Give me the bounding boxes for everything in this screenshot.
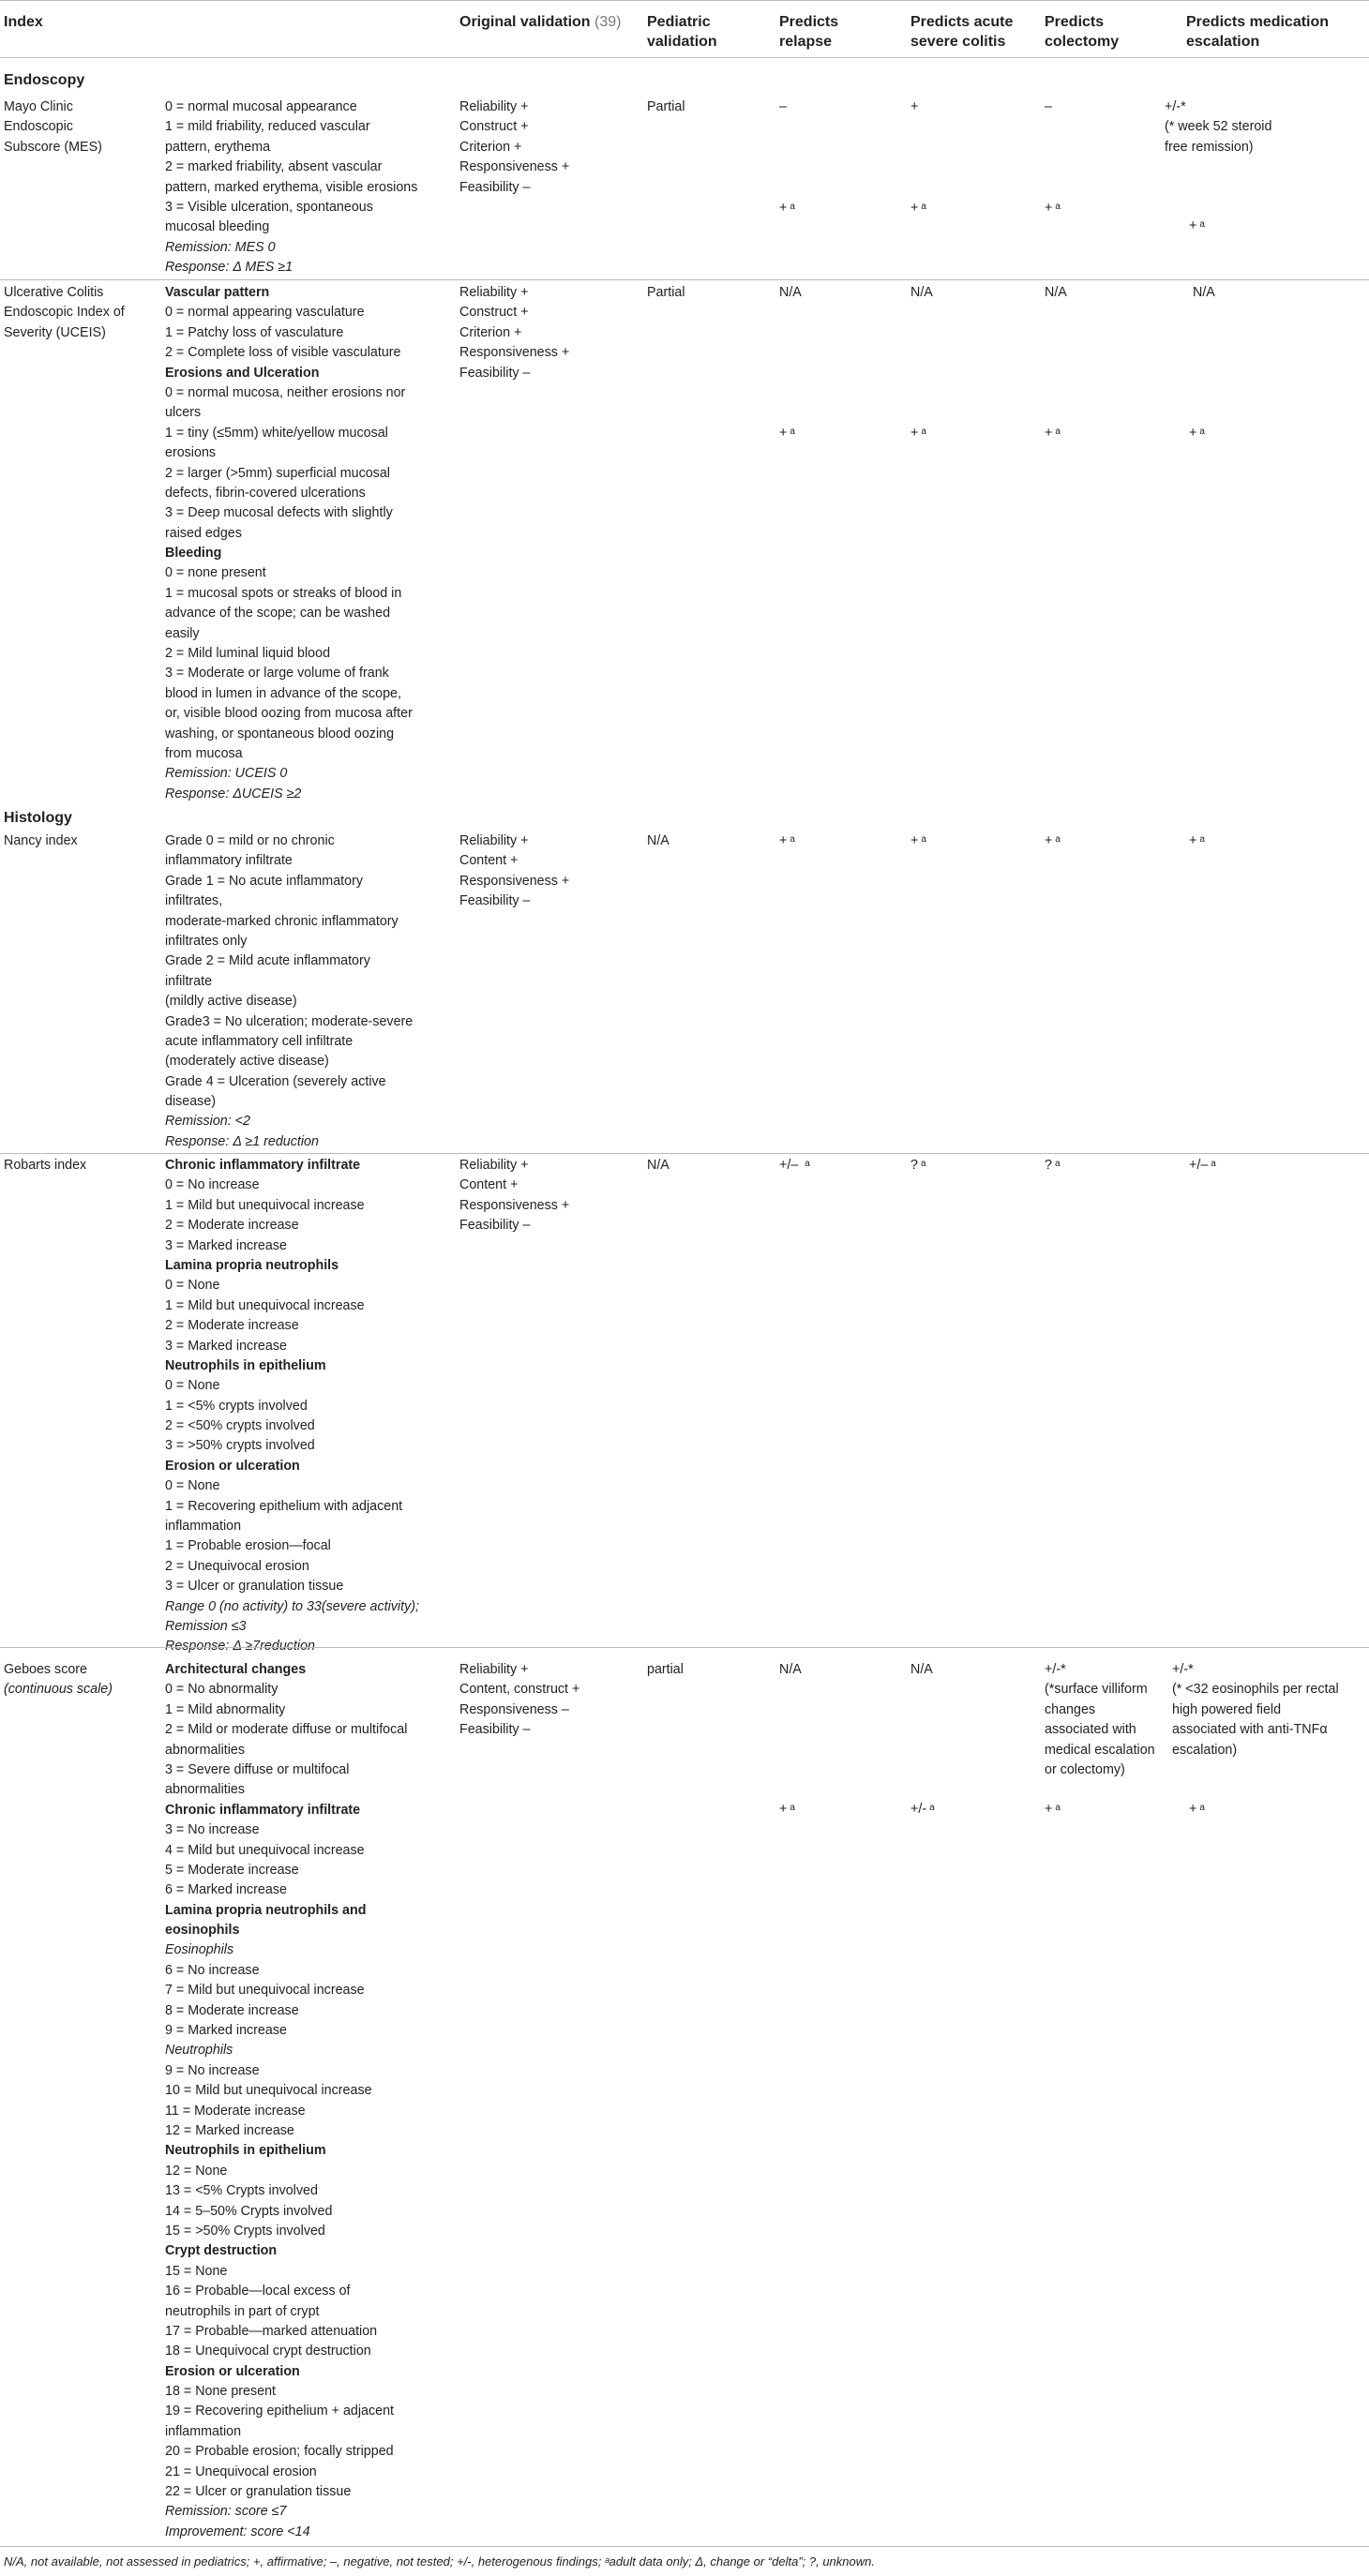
validation-geboes [459, 1660, 579, 1741]
adult-marker: a [920, 1159, 926, 1169]
colitis-nancy-value: + [910, 833, 919, 848]
cell-line: Construct + [459, 119, 529, 135]
cell-line: Content + [459, 1177, 519, 1193]
cell-line: Endoscopic Index of [4, 305, 125, 321]
description-line: 22 = Ulcer or granulation tissue [165, 2484, 352, 2500]
cell-line: Criterion + [459, 139, 522, 155]
description-line: 1 = Mild but unequivocal increase [165, 1197, 365, 1213]
adult-marker: a [921, 202, 926, 212]
description-line: 0 = No abnormality [165, 1682, 278, 1698]
description-line: Neutrophils [165, 2043, 233, 2059]
cell-line: (*surface villiform [1045, 1682, 1148, 1698]
col-header-relapse-l2: relapse [779, 34, 833, 51]
adult-colitis-mes-value: + [910, 201, 919, 216]
description-line: 0 = None [165, 1378, 220, 1394]
description-line: 15 = >50% Crypts involved [165, 2223, 325, 2239]
cell-line: associated with [1045, 1722, 1136, 1738]
description-line: Remission: UCEIS 0 [165, 766, 288, 782]
description-heading: Neutrophils in epithelium [165, 2143, 326, 2159]
cell-line: +/-* [1045, 1662, 1066, 1677]
description-heading: Erosion or ulceration [165, 2363, 300, 2379]
cell-line: Responsiveness + [459, 1197, 570, 1213]
colectomy-nancy-value: + [1045, 833, 1053, 848]
description-line: Eosinophils [165, 1942, 234, 1958]
description-heading: Lamina propria neutrophils and [165, 1902, 367, 1918]
relapse-geboes: N/A [779, 1662, 802, 1677]
description-line: 3 = Marked increase [165, 1237, 287, 1253]
col-header-escalation-l1: Predicts medication [1186, 14, 1330, 30]
col-header-colectomy-l2: colectomy [1045, 34, 1120, 51]
description-line: 5 = Moderate increase [165, 1862, 299, 1878]
adult-colitis-geboes-value: +/- [910, 1802, 927, 1817]
section-endoscopy: Endoscopy [4, 72, 85, 88]
colitis-robarts [910, 1156, 926, 1176]
cell-line: Responsiveness – [459, 1701, 569, 1717]
adult-relapse-mes-value: + [779, 201, 788, 216]
description-line: 6 = Marked increase [165, 1882, 287, 1898]
section-histology: Histology [4, 810, 72, 826]
cell-line: associated with anti-TNFα [1172, 1722, 1328, 1738]
colectomy-uceis: N/A [1045, 285, 1067, 300]
description-line: Range 0 (no activity) to 33(severe activity); [165, 1598, 419, 1614]
col-header-predicts-relapse [779, 12, 838, 52]
description-line: abnormalities [165, 1782, 246, 1798]
row-divider [0, 279, 1369, 280]
description-line: Grade3 = No ulceration; moderate-severe [165, 1013, 414, 1029]
pediatric-mes: Partial [647, 99, 685, 114]
adult-marker: a [1199, 1803, 1205, 1813]
description-line: Grade 1 = No acute inflammatory [165, 873, 363, 889]
description-line: 0 = None [165, 1478, 220, 1494]
adult-colitis-uceis [910, 424, 926, 443]
adult-escalation-geboes [1189, 1800, 1205, 1820]
description-heading: Lamina propria neutrophils [165, 1257, 339, 1273]
col-header-pediatric-l2: validation [647, 34, 717, 51]
description-line: acute inflammatory cell infiltrate [165, 1033, 354, 1049]
pediatric-robarts: N/A [647, 1158, 669, 1173]
cell-line: changes [1045, 1701, 1096, 1717]
escalation-mes [1165, 97, 1271, 157]
index-description-uceis [165, 283, 413, 804]
cell-line: Robarts index [4, 1158, 87, 1173]
index-name-geboes [4, 1660, 113, 1700]
validation-nancy [459, 831, 569, 912]
validation-uceis [459, 283, 569, 383]
description-heading: Bleeding [165, 546, 222, 562]
description-line: 2 = Mild luminal liquid blood [165, 646, 331, 662]
description-line: 2 = Moderate increase [165, 1218, 299, 1234]
description-line: Response: Δ MES ≥1 [165, 260, 293, 276]
cell-line: Reliability + [459, 285, 529, 300]
adult-colectomy-mes [1045, 199, 1061, 218]
description-line: Improvement: score <14 [165, 2524, 310, 2539]
description-line: abnormalities [165, 1742, 246, 1758]
cell-line: Feasibility – [459, 1722, 531, 1738]
description-line: 3 = Deep mucosal defects with slightly [165, 505, 393, 521]
description-line: infiltrates only [165, 933, 248, 949]
description-line: 10 = Mild but unequivocal increase [165, 2083, 372, 2099]
description-line: 0 = none present [165, 565, 266, 581]
adult-marker: a [929, 1803, 935, 1813]
adult-marker: a [1055, 1803, 1061, 1813]
description-line: 2 = Unequivocal erosion [165, 1558, 309, 1574]
description-line: raised edges [165, 525, 242, 541]
description-line: 8 = Moderate increase [165, 2002, 299, 2018]
geboes-name-text: Geboes score [4, 1662, 88, 1677]
reference-link[interactable]: (39) [594, 14, 622, 30]
description-line: 2 = <50% crypts involved [165, 1418, 315, 1434]
description-line: Response: ΔUCEIS ≥2 [165, 786, 302, 801]
cell-line: Reliability + [459, 1662, 529, 1677]
description-line: Grade 2 = Mild acute inflammatory [165, 953, 370, 969]
colitis-mes: + [910, 99, 919, 114]
colectomy-geboes [1045, 1660, 1155, 1780]
validation-mes [459, 97, 569, 198]
description-line: 2 = Complete loss of visible vasculature [165, 345, 401, 361]
description-heading: Vascular pattern [165, 285, 270, 300]
geboes-name-scale: (continuous scale) [4, 1682, 113, 1698]
table-header [0, 0, 1369, 58]
description-line: 0 = normal appearing vasculature [165, 305, 365, 321]
description-heading: Chronic inflammatory infiltrate [165, 1802, 361, 1818]
description-line: 9 = No increase [165, 2062, 260, 2078]
description-line: 6 = No increase [165, 1962, 260, 1978]
description-line: 0 = normal mucosal appearance [165, 99, 357, 114]
cell-line: medical escalation [1045, 1742, 1155, 1758]
row-divider [0, 1647, 1369, 1648]
description-line: 1 = <5% crypts involved [165, 1398, 308, 1414]
description-line: 2 = Moderate increase [165, 1318, 299, 1334]
cell-line: Reliability + [459, 833, 529, 848]
description-line: 9 = Marked increase [165, 2023, 287, 2039]
relapse-robarts-value: +/– [779, 1158, 803, 1173]
adult-marker: a [790, 202, 795, 212]
col-header-original-validation [459, 12, 621, 32]
adult-escalation-mes-value: + [1189, 218, 1197, 233]
description-heading: Architectural changes [165, 1662, 307, 1677]
cell-line: Feasibility – [459, 365, 531, 381]
col-header-index: Index [4, 14, 43, 30]
index-description-nancy [165, 831, 413, 1152]
colitis-geboes: N/A [910, 1662, 933, 1677]
relapse-mes: – [779, 99, 787, 114]
description-line: 1 = Mild but unequivocal increase [165, 1297, 365, 1313]
description-line: washing, or spontaneous blood oozing [165, 726, 395, 741]
col-header-escalation-l2: escalation [1186, 34, 1260, 51]
index-name-uceis [4, 283, 125, 343]
description-line: 16 = Probable—local excess of [165, 2284, 351, 2299]
description-line: 14 = 5–50% Crypts involved [165, 2203, 333, 2219]
description-line: pattern, erythema [165, 139, 271, 155]
description-line: 2 = marked friability, absent vascular [165, 159, 383, 175]
adult-relapse-mes [779, 199, 795, 218]
relapse-uceis: N/A [779, 285, 802, 300]
description-heading: Chronic inflammatory infiltrate [165, 1158, 361, 1173]
adult-marker: a [1199, 219, 1205, 230]
table-bottom-rule [0, 2546, 1369, 2547]
description-line: ulcers [165, 405, 202, 421]
description-line: 13 = <5% Crypts involved [165, 2183, 318, 2199]
description-line: 1 = tiny (≤5mm) white/yellow mucosal [165, 425, 388, 441]
description-line: 1 = Recovering epithelium with adjacent [165, 1498, 403, 1514]
table-footnote: N/A, not available, not assessed in pediatrics; +, affirmative; –, negative, not tested; +/-, heterogenous findings; ᵃadult data only; Δ, change or “delta”; ?, unknown. [4, 2554, 875, 2569]
adult-marker: a [1054, 1159, 1061, 1169]
adult-escalation-mes [1189, 217, 1205, 236]
description-line: (mildly active disease) [165, 994, 297, 1010]
col-header-pediatric-l1: Pediatric [647, 14, 711, 30]
description-line: 4 = Mild but unequivocal increase [165, 1842, 365, 1858]
adult-colitis-geboes [910, 1800, 935, 1820]
cell-line: Nancy index [4, 833, 78, 848]
description-line: infiltrate [165, 973, 213, 989]
description-line: 1 = mild friability, reduced vascular [165, 119, 370, 135]
colitis-nancy [910, 831, 926, 851]
description-line: or, visible blood oozing from mucosa after [165, 706, 413, 722]
escalation-geboes [1172, 1660, 1339, 1760]
description-line: 3 = >50% crypts involved [165, 1438, 315, 1454]
description-line: 2 = larger (>5mm) superficial mucosal [165, 465, 390, 481]
cell-line: escalation) [1172, 1742, 1238, 1758]
cell-line: +/-* [1165, 99, 1186, 114]
description-heading: Neutrophils in epithelium [165, 1357, 326, 1373]
col-header-predicts-escalation [1186, 12, 1329, 52]
adult-escalation-uceis [1189, 424, 1205, 443]
description-line: infiltrates, [165, 893, 223, 909]
adult-marker: a [921, 834, 926, 845]
cell-line: or colectomy) [1045, 1761, 1125, 1777]
description-line: 3 = No increase [165, 1822, 260, 1838]
escalation-robarts [1189, 1156, 1216, 1176]
colitis-robarts-value: ? [910, 1158, 918, 1173]
cell-line: Severity (UCEIS) [4, 324, 106, 340]
cell-line: Subscore (MES) [4, 139, 102, 155]
adult-relapse-geboes-value: + [779, 1802, 788, 1817]
adult-escalation-uceis-value: + [1189, 426, 1197, 441]
adult-marker: a [1211, 1159, 1216, 1169]
description-line: 3 = Severe diffuse or multifocal [165, 1761, 350, 1777]
cell-line: (* <32 eosinophils per rectal [1172, 1682, 1339, 1698]
adult-relapse-uceis-value: + [779, 426, 788, 441]
description-line: mucosal bleeding [165, 219, 270, 235]
description-line: disease) [165, 1094, 217, 1110]
col-header-relapse-l1: Predicts [779, 14, 839, 30]
adult-marker: a [790, 427, 795, 437]
col-header-predicts-colitis [910, 12, 1013, 52]
colectomy-robarts [1045, 1156, 1061, 1176]
index-description-geboes [165, 1660, 407, 2542]
description-heading: Erosions and Ulceration [165, 365, 320, 381]
cell-line: Feasibility – [459, 893, 531, 909]
colitis-uceis: N/A [910, 285, 933, 300]
adult-marker: a [805, 1159, 810, 1169]
validation-robarts [459, 1156, 569, 1236]
description-line: inflammatory infiltrate [165, 853, 293, 869]
description-line: Remission ≤3 [165, 1618, 247, 1634]
cell-line: Reliability + [459, 99, 529, 114]
cell-line: free remission) [1165, 139, 1254, 155]
cell-line: Content + [459, 853, 519, 869]
description-line: 18 = None present [165, 2384, 277, 2400]
description-line: Grade 4 = Ulceration (severely active [165, 1073, 386, 1089]
description-line: Remission: score ≤7 [165, 2504, 287, 2520]
adult-marker: a [1199, 427, 1205, 437]
cell-line: Construct + [459, 305, 529, 321]
cell-line: +/-* [1172, 1662, 1194, 1677]
description-line: (moderately active disease) [165, 1054, 329, 1070]
description-line: advance of the scope; can be washed [165, 606, 391, 622]
index-name-mes [4, 97, 102, 157]
adult-marker: a [1055, 834, 1061, 845]
adult-colitis-uceis-value: + [910, 426, 919, 441]
col-header-predicts-colectomy [1045, 12, 1119, 52]
description-line: 12 = None [165, 2163, 228, 2179]
description-line: Remission: MES 0 [165, 239, 276, 255]
escalation-nancy [1189, 831, 1205, 851]
relapse-robarts [779, 1156, 810, 1176]
description-line: 17 = Probable—marked attenuation [165, 2323, 378, 2339]
adult-relapse-geboes [779, 1800, 795, 1820]
description-line: 3 = Marked increase [165, 1338, 287, 1354]
cell-line: Feasibility – [459, 1218, 531, 1234]
colectomy-nancy [1045, 831, 1061, 851]
description-line: inflammation [165, 2423, 242, 2439]
adult-marker: a [1055, 202, 1061, 212]
description-line: Grade 0 = mild or no chronic [165, 833, 335, 848]
colectomy-mes: – [1045, 99, 1052, 114]
index-name-nancy [4, 831, 78, 851]
row-divider [0, 1153, 1369, 1154]
adult-relapse-uceis [779, 424, 795, 443]
description-line: neutrophils in part of crypt [165, 2303, 320, 2319]
description-line: 21 = Unequivocal erosion [165, 2464, 317, 2479]
escalation-nancy-value: + [1189, 833, 1197, 848]
adult-marker: a [790, 1803, 795, 1813]
description-line: Response: Δ ≥7reduction [165, 1639, 315, 1655]
adult-colitis-mes [910, 199, 926, 218]
adult-colectomy-geboes [1045, 1800, 1061, 1820]
description-line: 3 = Moderate or large volume of frank [165, 666, 389, 681]
col-header-pediatric-validation [647, 12, 717, 52]
col-header-colectomy-l1: Predicts [1045, 14, 1105, 30]
cell-line: Mayo Clinic [4, 99, 73, 114]
description-heading: Crypt destruction [165, 2243, 278, 2259]
adult-colectomy-mes-value: + [1045, 201, 1053, 216]
cell-line: Reliability + [459, 1158, 529, 1173]
escalation-uceis [1193, 283, 1215, 303]
description-line: inflammation [165, 1519, 242, 1535]
description-line: 3 = Visible ulceration, spontaneous [165, 199, 373, 215]
description-line: 3 = Ulcer or granulation tissue [165, 1579, 344, 1595]
adult-colectomy-uceis-value: + [1045, 426, 1053, 441]
adult-colectomy-uceis [1045, 424, 1061, 443]
escalation-robarts-value: +/– [1189, 1158, 1209, 1173]
description-line: 1 = Patchy loss of vasculature [165, 324, 344, 340]
index-description-mes [165, 97, 417, 278]
description-line: 11 = Moderate increase [165, 2103, 306, 2119]
cell-line: Responsiveness + [459, 159, 570, 175]
colectomy-robarts-value: ? [1045, 1158, 1052, 1173]
col-header-colitis-l1: Predicts acute [910, 14, 1014, 30]
description-line: from mucosa [165, 745, 243, 761]
adult-marker: a [1055, 427, 1061, 437]
col-header-colitis-l2: severe colitis [910, 34, 1006, 51]
pediatric-uceis: Partial [647, 285, 685, 300]
description-line: 1 = mucosal spots or streaks of blood in [165, 585, 402, 601]
adult-marker: a [921, 427, 926, 437]
adult-marker: a [1199, 834, 1205, 845]
cell-line: Criterion + [459, 324, 522, 340]
description-line: 12 = Marked increase [165, 2122, 294, 2138]
description-line: defects, fibrin-covered ulcerations [165, 485, 366, 501]
description-line: 1 = Probable erosion—focal [165, 1538, 331, 1554]
cell-line: (* week 52 steroid [1165, 119, 1272, 135]
description-line: Remission: <2 [165, 1114, 250, 1130]
pediatric-nancy: N/A [647, 833, 669, 848]
description-line: 2 = Mild or moderate diffuse or multifocal [165, 1722, 408, 1738]
description-heading: eosinophils [165, 1923, 240, 1939]
cell-line: Responsiveness + [459, 873, 570, 889]
cell-line: Endoscopic [4, 119, 73, 135]
description-line: 0 = normal mucosa, neither erosions nor [165, 384, 406, 400]
cell-line: N/A [1193, 285, 1215, 300]
index-description-robarts [165, 1156, 419, 1657]
description-line: blood in lumen in advance of the scope, [165, 685, 401, 701]
description-line: 7 = Mild but unequivocal increase [165, 1983, 365, 1999]
description-line: 15 = None [165, 2263, 228, 2279]
cell-line: Ulcerative Colitis [4, 285, 104, 300]
description-line: 1 = Mild abnormality [165, 1701, 286, 1717]
description-line: 0 = None [165, 1278, 220, 1294]
adult-colectomy-geboes-value: + [1045, 1802, 1053, 1817]
description-line: moderate-marked chronic inflammatory [165, 913, 399, 929]
description-line: 0 = No increase [165, 1177, 260, 1193]
adult-marker: a [790, 834, 795, 845]
description-line: 19 = Recovering epithelium + adjacent [165, 2404, 394, 2419]
description-heading: Erosion or ulceration [165, 1458, 300, 1474]
index-name-robarts [4, 1156, 86, 1176]
col-header-original-validation-text: Original validation [459, 14, 591, 30]
pediatric-geboes: partial [647, 1662, 684, 1677]
description-line: 20 = Probable erosion; focally stripped [165, 2444, 394, 2460]
adult-escalation-geboes-value: + [1189, 1802, 1197, 1817]
cell-line: Feasibility – [459, 179, 531, 195]
description-line: easily [165, 625, 200, 641]
description-line: pattern, marked erythema, visible erosions [165, 179, 418, 195]
relapse-nancy-value: + [779, 833, 788, 848]
cell-line: Responsiveness + [459, 345, 570, 361]
description-line: 18 = Unequivocal crypt destruction [165, 2344, 371, 2359]
cell-line: high powered field [1172, 1701, 1282, 1717]
description-line: erosions [165, 445, 217, 461]
cell-line: Content, construct + [459, 1682, 580, 1698]
relapse-nancy [779, 831, 795, 851]
description-line: Response: Δ ≥1 reduction [165, 1133, 319, 1149]
